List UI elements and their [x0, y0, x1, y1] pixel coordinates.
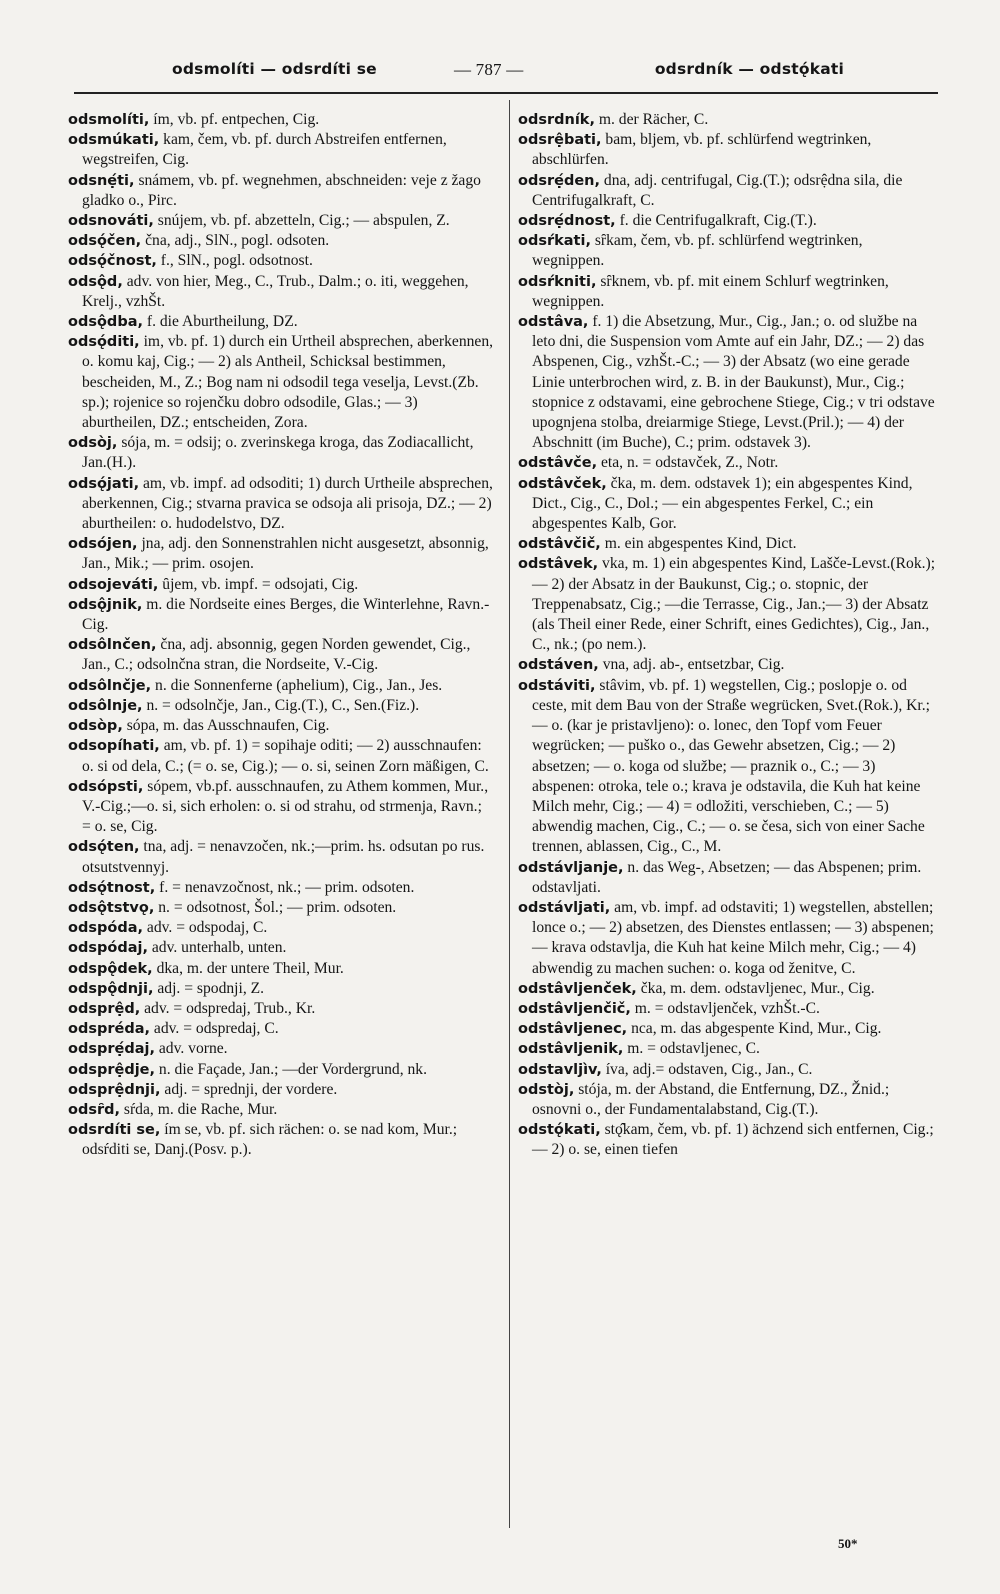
entry-headword: odsnẹ́ti, [68, 172, 135, 189]
entry-definition: dka, m. der untere Theil, Mur. [152, 959, 344, 977]
entry-definition: jna, adj. den Sonnenstrahlen nicht ausgesetzt, absonnig, Jan., Mik.; — prim. osojen. [82, 535, 489, 573]
dictionary-entry [68, 938, 494, 958]
dictionary-entry [68, 575, 494, 595]
dictionary-entry [68, 231, 494, 251]
entry-headword: odsòj, [68, 435, 118, 452]
dictionary-entry [518, 534, 936, 554]
entry-definition: ȗjem, vb. impf. = odsojati, Cig. [158, 575, 359, 593]
dictionary-entry [68, 332, 494, 433]
printer-signature: 50* [838, 1536, 858, 1551]
entry-definition: n. die Sonnenferne (aphelium), Cig., Jan., Jes. [151, 676, 443, 694]
entry-headword: odsprệd, [68, 1000, 141, 1017]
entry-headword: odstávljati, [518, 899, 611, 916]
entry-headword: odstâva, [518, 314, 589, 331]
dictionary-entry [68, 1080, 494, 1100]
entry-headword: odstáven, [518, 657, 599, 674]
dictionary-entry [68, 878, 494, 898]
entry-definition: vka, m. 1) ein abgespentes Kind, Lašče-Levst.(Rok.); — 2) der Absatz in der Baukunst, Cig.; o. stopnic, der Treppenabsatz, Cig.; —die Terrasse, Cig., Jan.;— 3) der Absatz (als Theil einer Rede, einer Schrift, eines Gedichtes), Cig., Jan., C., nk.; (po nem.). [532, 555, 936, 654]
entry-headword: odsôlnčje, [68, 677, 152, 694]
dictionary-entry [68, 898, 494, 918]
entry-definition: adv. = odspredaj, Trub., Kr. [140, 999, 316, 1017]
dictionary-entry [68, 959, 494, 979]
entry-headword: odstâvljenček, [518, 980, 637, 997]
entry-headword: odspréda, [68, 1021, 151, 1038]
entry-headword: odstávljanje, [518, 859, 624, 876]
dictionary-entry [518, 1039, 936, 1059]
entry-headword: odsnováti, [68, 213, 154, 230]
entry-definition: sȓkam, čem, vb. pf. schlürfend wegtrinken, wegnippen. [532, 232, 863, 270]
entry-definition: n. = odsotnost, Šol.; — prim. odsoten. [154, 898, 397, 916]
column-divider [509, 100, 510, 1528]
entry-headword: odsprệdnji, [68, 1081, 161, 1098]
entry-definition: dna, adj. centrifugal, Cig.(T.); odsrệdna sila, die Centrifugalkraft, C. [532, 171, 903, 209]
entry-headword: odsǫ̂tstvǫ, [68, 899, 155, 916]
dictionary-entry [518, 1060, 936, 1080]
entry-definition: snámem, vb. pf. wegnehmen, abschneiden: veje z žago gladko o., Pirc. [82, 171, 481, 209]
entry-definition: n. = odsolnčje, Jan., Cig.(T.), C., Sen.(Fiz.). [142, 696, 420, 714]
dictionary-entry [68, 272, 494, 312]
entry-definition: stója, m. der Abstand, die Entfernung, DZ., Žnid.; osnovni o., der Fundamentalabstand, Cig.(T.). [532, 1080, 890, 1118]
entry-headword: odsǫ̂d, [68, 273, 123, 290]
entry-headword: odsmúkati, [68, 132, 160, 149]
dictionary-entry [518, 312, 936, 453]
entry-headword: odstòj, [518, 1081, 575, 1098]
entry-definition: sópem, vb.pf. ausschnaufen, zu Athem kommen, Mur., V.-Cig.;—o. si, sich erholen: o. si od strahu, od strmenja, Ravn.; = o. se, Cig. [82, 777, 489, 836]
entry-headword: odsŕkati, [518, 233, 591, 250]
dictionary-entry [518, 554, 936, 655]
entry-headword: odsòp, [68, 718, 123, 735]
dictionary-entry [68, 918, 494, 938]
entry-definition: adv. vorne. [154, 1040, 228, 1058]
header-right-guideword: odsrdník — odstǫ́kati [654, 60, 844, 78]
entry-definition: čka, m. dem. odstavek 1); ein abgespentes Kind, Dict., Cig., C., Dol.; — ein abgespentes Ferkel, C.; ein abgespentes Kalb, Gor. [532, 474, 913, 533]
entry-headword: odspǫ̂dnji, [68, 980, 154, 997]
entry-definition: f. 1) die Absetzung, Mur., Cig., Jan.; o. od službe na leto dni, die Suspension vom Amte auf ein Jahr, DZ.; — 2) das Abspenen, Cig., vzhŠt.-C.; — 3) der Absatz (wo eine gerade Linie unterbrochen wird, z. B. in der Baukunst), Mur., Cig.; stopnice z odstavami, eine gebrochene Stiege, Cig.; v tri odstave upognjena stolba, dreiarmige Stiege, Levst.(Pril.); — 4) der Abschnitt (im Buche), C.; prim. odstavek 3). [532, 313, 935, 452]
entry-definition: adv. = odspodaj, C. [143, 919, 268, 937]
entry-headword: odsǫ́jati, [68, 475, 140, 492]
dictionary-entry [68, 979, 494, 999]
dictionary-entry [518, 110, 936, 130]
entry-headword: odstâvljenčič, [518, 1000, 631, 1017]
entry-definition: bam, bljem, vb. pf. schlürfend wegtrinken, abschlürfen. [532, 131, 872, 169]
dictionary-entry [68, 635, 494, 675]
dictionary-entry [518, 474, 936, 535]
dictionary-entry [68, 312, 494, 332]
entry-definition: stǫ̂kam, čem, vb. pf. 1) ächzend sich entfernen, Cig.; — 2) o. se, einen tiefen [532, 1121, 934, 1159]
dictionary-entry [518, 676, 936, 858]
dictionary-entry [518, 272, 936, 312]
dictionary-entry [68, 777, 494, 838]
entry-headword: odspǫ̂dek, [68, 960, 153, 977]
entry-definition: sŕda, m. die Rache, Mur. [120, 1100, 278, 1118]
entry-definition: adj. = sprednji, der vordere. [160, 1080, 338, 1098]
entry-definition: im, vb. pf. 1) durch ein Urtheil absprechen, aberkennen, o. komu kaj, Cig.; — 2) als Antheil, Schicksal bestimmen, bescheiden, M., Z.; Bog nam ni odsodil tega veselja, Levst.(Zb. sp.); rojenice so rojenčku dobro odsodile, Glas.; — 3) aburtheilen, DZ.; entscheiden, Zora. [82, 333, 494, 432]
entry-headword: odsǫ́ten, [68, 839, 140, 856]
dictionary-entry [68, 1120, 494, 1160]
entry-headword: odspóda, [68, 920, 143, 937]
page-number: — 787 — [454, 60, 524, 79]
entry-definition: adv. = odspredaj, C. [150, 1020, 279, 1038]
dictionary-entry [518, 898, 936, 979]
entry-headword: odspódaj, [68, 940, 148, 957]
entry-definition: adj. = spodnji, Z. [153, 979, 265, 997]
entry-definition: adv. unterhalb, unten. [147, 939, 287, 957]
dictionary-entry [68, 1100, 494, 1120]
dictionary-entry [518, 858, 936, 898]
dictionary-entry [518, 655, 936, 675]
entry-headword: odstâvek, [518, 556, 599, 573]
dictionary-entry [518, 130, 936, 170]
entry-headword: odsôlnje, [68, 697, 143, 714]
entry-definition: čna, adj., SlN., pogl. odsoten. [141, 232, 330, 250]
entry-definition: kam, čem, vb. pf. durch Abstreifen entfernen, wegstreifen, Cig. [82, 131, 447, 169]
entry-headword: odsǫ́čen, [68, 233, 142, 250]
entry-headword: odsǫ́diti, [68, 334, 140, 351]
entry-definition: f. = nenavzočnost, nk.; — prim. odsoten. [155, 878, 415, 896]
entry-definition: sója, m. = odsij; o. zverinskega kroga, das Zodiacallicht, Jan.(H.). [82, 434, 474, 472]
dictionary-entry [68, 130, 494, 170]
entry-headword: odsrdník, [518, 112, 595, 128]
dictionary-entry [68, 716, 494, 736]
entry-definition: m. = odstavljenec, C. [623, 1040, 760, 1058]
entry-headword: odstâvčič, [518, 536, 601, 553]
entry-definition: f., SlN., pogl. odsotnost. [156, 252, 313, 270]
header-rule [74, 92, 938, 94]
entry-headword: odstáviti, [518, 677, 596, 694]
dictionary-entry [68, 696, 494, 716]
dictionary-entry [68, 736, 494, 776]
left-column [68, 110, 494, 1161]
entry-definition: m. ein abgespentes Kind, Dict. [600, 535, 797, 553]
entry-headword: odsǫ́čnost, [68, 253, 157, 270]
entry-headword: odstâvljenik, [518, 1041, 624, 1058]
entry-definition: adv. von hier, Meg., C., Trub., Dalm.; o. iti, weggehen, Krelj., vzhŠt. [82, 272, 469, 310]
entry-definition: nca, m. das abgespente Kind, Mur., Cig. [627, 1020, 882, 1038]
dictionary-entry [68, 999, 494, 1019]
entry-headword: odsǫ̂dba, [68, 314, 143, 331]
entry-headword: odsȓd, [68, 1101, 121, 1118]
entry-definition: eta, n. = odstavček, Z., Notr. [597, 454, 779, 472]
entry-headword: odsópsti, [68, 778, 144, 795]
dictionary-entry [518, 1120, 936, 1160]
entry-definition: stâvim, vb. pf. 1) wegstellen, Cig.; poslopje o. od ceste, mit dem Bau von der Straße wegrücken, Svet.(Rok.), Kr.; — o. (kar je pristavljeno): o. lonec, den Topf vom Feuer wegrücken; — puško o., das Gewehr absetzen, Cig.; — 2) absetzen; — o. koga od službe; — praznik o., C.; — 3) abspenen: otroka, tele o.; krava je odstavila, die Kuh hat keine Milch mehr, Cig.; — 4) = odložiti, verschieben, C.; — 5) abwendig machen, Cig., C.; — o. se česa, sich von einer Sache trennen, ablassen, Cig., C., M. [532, 676, 930, 856]
dictionary-entry [68, 837, 494, 877]
dictionary-entry [68, 211, 494, 231]
entry-headword: odsrdíti se, [68, 1122, 161, 1139]
entry-headword: odsopíhati, [68, 738, 160, 755]
dictionary-entry [518, 999, 936, 1019]
entry-definition: f. die Centrifugalkraft, Cig.(T.). [615, 212, 817, 230]
entry-definition: n. das Weg-, Absetzen; — das Abspenen; prim. odstavljati. [532, 858, 922, 896]
page-header [172, 56, 844, 86]
entry-headword: odstǫ́kati, [518, 1122, 601, 1139]
entry-definition: vna, adj. ab-, entsetzbar, Cig. [598, 656, 785, 674]
entry-definition: ím, vb. pf. entpechen, Cig. [149, 111, 320, 128]
entry-definition: čka, m. dem. odstavljenec, Mur., Cig. [636, 979, 875, 997]
entry-definition: am, vb. pf. 1) = sopihaje oditi; — 2) ausschnaufen: o. si od dela, C.; (= o. se, Cig.); — o. si, seinen Zorn mäßigen, C. [82, 737, 489, 775]
dictionary-entry [68, 110, 494, 130]
entry-headword: odsôlnčen, [68, 637, 157, 654]
dictionary-entry [68, 1060, 494, 1080]
entry-definition: f. die Aburtheilung, DZ. [143, 313, 298, 331]
entry-headword: odsŕkniti, [518, 273, 597, 290]
dictionary-entry [68, 433, 494, 473]
dictionary-entry [68, 676, 494, 696]
entry-definition: sȓknem, vb. pf. mit einem Schlurf wegtrinken, wegnippen. [532, 272, 889, 310]
dictionary-entry [68, 1019, 494, 1039]
entry-definition: čna, adj. absonnig, gegen Norden gewendet, Cig., Jan., C.; odsolnčna stran, die Nordseite, V.-Cig. [82, 636, 471, 674]
entry-definition: íva, adj.= odstaven, Cig., Jan., C. [601, 1060, 813, 1078]
dictionary-entry [68, 595, 494, 635]
dictionary-entry [68, 171, 494, 211]
entry-definition: tna, adj. = nenavzočen, nk.;—prim. hs. odsutan po rus. otsutstvennyj. [82, 838, 485, 876]
entry-headword: odsmolíti, [68, 112, 150, 128]
right-column [518, 110, 936, 1161]
entry-definition: ím se, vb. pf. sich rächen: o. se nad kom, Mur.; odsŕditi se, Danj.(Posv. p.). [82, 1121, 458, 1159]
entry-headword: odsójen, [68, 536, 138, 553]
dictionary-entry [68, 251, 494, 271]
entry-definition: m. die Nordseite eines Berges, die Winterlehne, Ravn.-Cig. [82, 595, 490, 634]
entry-headword: odsrẹ́den, [518, 172, 601, 189]
dictionary-entry [518, 171, 936, 211]
entry-headword: odstâvček, [518, 475, 607, 492]
dictionary-entry [68, 534, 494, 574]
header-left-guideword: odsmolíti — odsrdíti se [172, 60, 377, 78]
entry-definition: snújem, vb. pf. abzetteln, Cig.; — abspulen, Z. [153, 212, 450, 230]
dictionary-entry [68, 474, 494, 535]
entry-definition: am, vb. impf. ad odstaviti; 1) wegstellen, abstellen; lonce o.; — 2) absetzen, des Dienstes entlassen; — 3) abspenen; — krava odstavlja, die Kuh hat keine Milch mehr, Cig.; — 4) abwendig zu machen suchen: o. koga od ženitve, C. [532, 898, 934, 977]
entry-definition: m. der Rächer, C. [594, 111, 709, 128]
dictionary-entry [518, 211, 936, 231]
entry-headword: odsrẹ́dnost, [518, 213, 616, 230]
entry-headword: odstâvljenec, [518, 1021, 628, 1038]
entry-definition: m. = odstavljenček, vzhŠt.-C. [630, 999, 820, 1017]
dictionary-entry [518, 1019, 936, 1039]
entry-headword: odstâvče, [518, 455, 598, 472]
entry-headword: odsprệdje, [68, 1061, 156, 1078]
dictionary-entry [518, 979, 936, 999]
entry-headword: odstavljìv, [518, 1061, 602, 1078]
entry-definition: sópa, m. das Ausschnaufen, Cig. [122, 717, 330, 735]
dictionary-entry [518, 453, 936, 473]
dictionary-entry [518, 1080, 936, 1120]
entry-definition: am, vb. impf. ad odsoditi; 1) durch Urtheile absprechen, aberkennen, Cig.; stvarna pravica se odsoja ali prisoja, DZ.; — 2) aburtheilen: o. hudodelstvo, DZ. [82, 474, 493, 533]
entry-definition: n. die Façade, Jan.; —der Vordergrund, nk. [155, 1060, 427, 1078]
entry-headword: odsrệbati, [518, 132, 602, 149]
entry-headword: odsprẹ́daj, [68, 1041, 155, 1058]
entry-headword: odsǫ́tnost, [68, 879, 156, 896]
dictionary-entry [518, 231, 936, 271]
entry-headword: odsǫ̂jnik, [68, 596, 143, 613]
entry-headword: odsojeváti, [68, 576, 159, 593]
dictionary-entry [68, 1039, 494, 1059]
